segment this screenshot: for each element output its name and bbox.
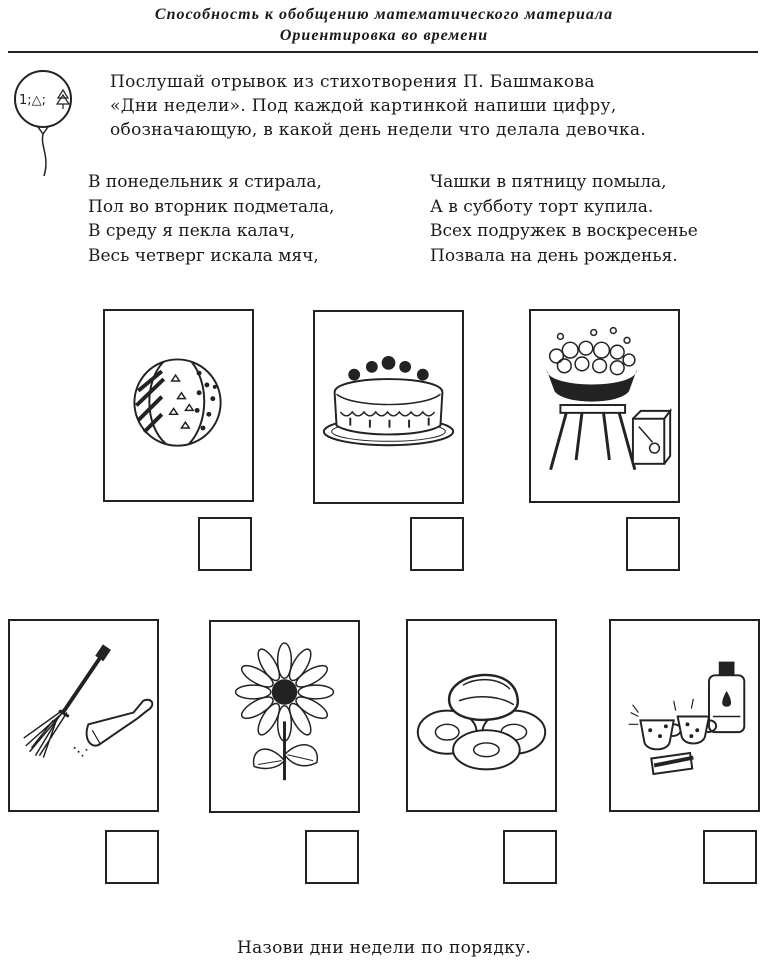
picture-card-washtub bbox=[529, 309, 680, 503]
header-title: Способность к обобщению математического материала bbox=[154, 6, 614, 23]
answer-box-kalach[interactable] bbox=[503, 830, 557, 884]
picture-card-kalach bbox=[406, 619, 557, 812]
poem-line: В понедельник я стирала, bbox=[88, 172, 322, 192]
answer-box-ball[interactable] bbox=[198, 517, 252, 571]
answer-box-cake[interactable] bbox=[410, 517, 464, 571]
poem-line: Весь четверг искала мяч, bbox=[88, 245, 319, 266]
task-instructions bbox=[110, 70, 760, 142]
instruction-line: обозначающую, в какой день недели что делала девочка. bbox=[110, 120, 647, 140]
poem-line: Позвала на день рожденья. bbox=[430, 245, 678, 266]
picture-card-cake bbox=[313, 310, 464, 504]
poem-line: Чашки в пятницу помыла, bbox=[430, 172, 667, 192]
poem-line: А в субботу торт купила. bbox=[430, 196, 654, 217]
cups-icon bbox=[611, 621, 758, 810]
poem-left-column bbox=[88, 170, 334, 268]
answer-box-broom[interactable] bbox=[105, 830, 159, 884]
answer-box-cups[interactable] bbox=[703, 830, 757, 884]
footer-prompt: Назови дни недели по порядку. bbox=[236, 938, 532, 958]
flower-icon bbox=[211, 622, 358, 811]
picture-card-cups bbox=[609, 619, 760, 812]
poem-line: В среду я пекла калач, bbox=[88, 221, 296, 241]
answer-box-flower[interactable] bbox=[305, 830, 359, 884]
picture-card-flower bbox=[209, 620, 360, 813]
washtub-icon bbox=[531, 311, 678, 501]
instruction-line: «Дни недели». Под каждой картинкой напиши цифру, bbox=[110, 96, 617, 116]
ball-icon bbox=[105, 311, 252, 500]
picture-card-ball bbox=[103, 309, 254, 502]
poem-line: Пол во вторник подметала, bbox=[88, 196, 335, 217]
picture-card-broom bbox=[8, 619, 159, 812]
header-divider bbox=[8, 51, 758, 53]
badge-label: 1;△; bbox=[19, 93, 47, 108]
tree-icon bbox=[57, 90, 69, 109]
kalach-icon bbox=[408, 621, 555, 810]
poem-line: Всех подружек в воскресенье bbox=[430, 221, 698, 241]
header-subtitle: Ориентировка во времени bbox=[279, 27, 489, 44]
instruction-line: Послушай отрывок из стихотворения П. Башмакова bbox=[110, 72, 595, 92]
page-header bbox=[0, 4, 768, 46]
broom-icon bbox=[10, 621, 157, 810]
answer-box-washtub[interactable] bbox=[626, 517, 680, 571]
poem-right-column bbox=[430, 170, 698, 268]
balloon-icon bbox=[10, 66, 80, 186]
cake-icon bbox=[315, 312, 462, 502]
